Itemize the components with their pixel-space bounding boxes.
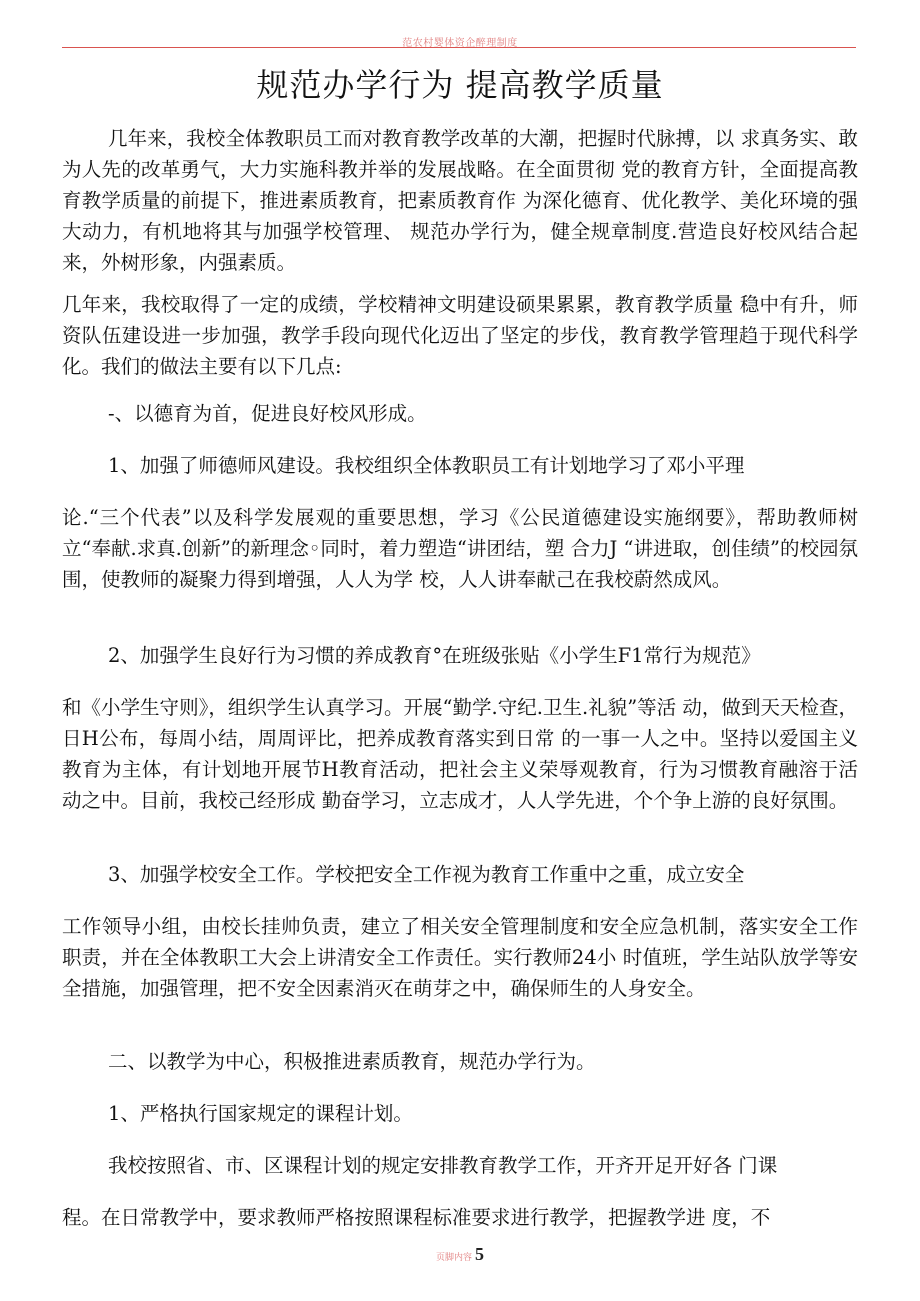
item-4-heading: 1、严格执行国家规定的课程计划。 (108, 1102, 413, 1125)
paragraph-curriculum-continued: 程。在日常教学中，要求教师严格按照课程标准要求进行教学，把握教学进 度，不 (62, 1206, 771, 1229)
header-divider (62, 47, 856, 48)
page-header: 范农村婴体资企醉理制度 (402, 38, 518, 49)
paragraph-1: 几年来，我校全体教职员工而对教育教学改革的大潮，把握时代脉搏，以 求真务实、敢为人先的改革勇气，大力实施科教并举的发展战略。在全面贯彻 党的教育方针，全面提高教育教学质量的前提下，推进素质教育，把素质教育作 为深化德育、优化教学、美化环境的强大动力，有机地将其与加强学校管理、 规范办学行为，健全规章制度.营造良好校风结合起来，外树形象，内强素质。 (62, 127, 858, 274)
document-title: 规范办学行为 提高教学质量 (256, 66, 664, 104)
item-1-heading: 1、加强了师德师风建设。我校组织全体教职员工有计划地学习了邓小平理 (108, 454, 745, 477)
item-3-body: 工作领导小组，由校长挂帅负责，建立了相关安全管理制度和安全应急机制，落实安全工作职责，并在全体教职工大会上讲清安全工作责任。实行教师24小 时值班，学生站队放学等安全措施，加强管理，把不安全因素消灭在萌芽之中，确保师生的人身安全。 (62, 915, 858, 1000)
item-2-heading: 2、加强学生良好行为习惯的养成教育°在班级张贴《小学生F1常行为规范》 (108, 644, 761, 667)
paragraph-curriculum: 我校按照省、市、区课程计划的规定安排教育教学工作，开齐开足开好各 门课 (108, 1154, 778, 1177)
paragraph-2: 几年来，我校取得了一定的成绩，学校精神文明建设硕果累累，教育教学质量 稳中有升，师资队伍建设进一步加强，教学手段向现代化迈出了坚定的步伐，教育教学管理趋于现代科学化。我们的做法主要有以下几点: (62, 293, 858, 378)
page-footer (0, 1244, 920, 1265)
item-2-body: 和《小学生守则》，组织学生认真学习。开展“勤学.守纪.卫生.礼貌”等活 动，做到天天检查，日H公布，每周小结，周周评比，把养成教育落实到日常 的一事一人之中。坚持以爱国主义教育为主体，有计划地开展节H教育活动，把社会主义荣辱观教育，行为习惯教育融溶于活动之中。目前，我校己经形成 勤奋学习，立志成才，人人学先进，个个争上游的良好氛围。 (62, 696, 858, 812)
item-1-body: 论.“三个代表”以及科学发展观的重要思想，学习《公民道德建设实施纲要》，帮助教师树立“奉献.求真.创新”的新理念◦同时，着力塑造“讲团结，塑 合力J “讲进取，创佳绩”的校园氛围，使教师的凝聚力得到增强，人人为学 校，人人讲奉献己在我校蔚然成风。 (62, 506, 858, 591)
item-3-heading: 3、加强学校安全工作。学校把安全工作视为教育工作重中之重，成立安全 (108, 863, 745, 886)
section-heading-1: -、以德育为首，促进良好校风形成。 (108, 402, 427, 425)
footer-label: 页脚内容 (435, 1253, 472, 1263)
page-number: 5 (475, 1244, 484, 1264)
section-heading-2: 二、以教学为中心，积极推进素质教育，规范办学行为。 (108, 1050, 596, 1073)
